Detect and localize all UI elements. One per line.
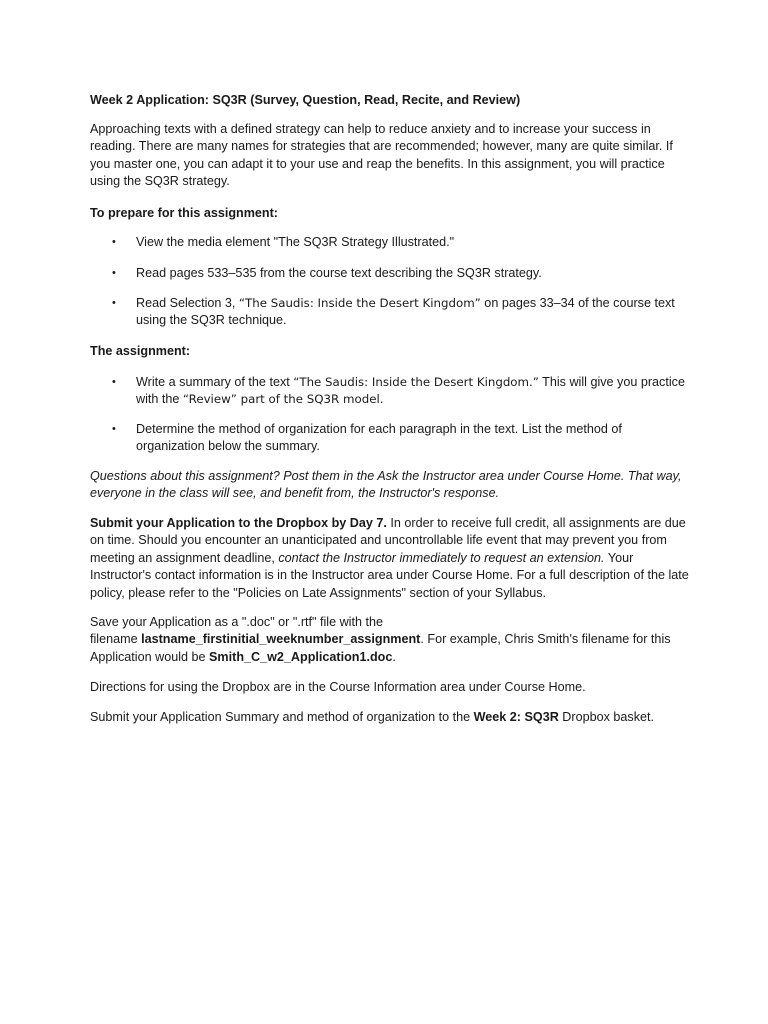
bullet-icon: • [112,423,116,435]
bullet-icon: • [112,267,116,279]
dropbox-directions: Directions for using the Dropbox are in the Course Information area under Course Home. [90,680,586,694]
list-item-text: Read pages 533–535 from the course text describing the SQ3R strategy. [136,266,542,280]
filename-pattern: lastname_firstinitial_weeknumber_assignment [141,632,421,647]
submit-paragraph: Submit your Application to the Dropbox by Day 7. In order to receive full credit, all assignments are due on time. Should you encounter an unanticipated and uncontrollable life event that may prevent you from meeting an assignment deadline, contact the Instructor immediately to request an extension. Your Instructor's contact information is in the Instructor area under Course Home. For a full description of the late policy, please refer to the "Policies on Late Assignments" section of your Syllabus. [90,516,689,600]
submit-deadline: Submit your Application to the Dropbox by Day 7. [90,516,387,530]
prepare-heading: To prepare for this assignment: [90,206,279,220]
filename-example: Smith_C_w2_Application1.doc [209,649,393,664]
intro-paragraph: Approaching texts with a defined strategy can help to reduce anxiety and to increase your success in reading. There are many names for strategies that are recommended; however, many are quite similar. If you master one, you can adapt it to your use and reap the benefits. In this assignment, you will practice using the SQ3R strategy. [90,122,673,189]
questions-note: Questions about this assignment? Post them in the Ask the Instructor area under Course Home. That way, everyone in the class will see, and benefit from, the Instructor's response. [90,469,682,501]
list-item-text: Read Selection 3, “The Saudis: Inside the Desert Kingdom” on pages 33–34 of the course text using the SQ3R technique. [136,296,675,328]
list-item-text: Determine the method of organization for each paragraph in the text. List the method of organization below the summary. [136,422,622,454]
list-item-text: View the media element "The SQ3R Strategy Illustrated." [136,235,455,249]
document-title: Week 2 Application: SQ3R (Survey, Question, Read, Recite, and Review) [90,93,521,107]
bullet-icon: • [112,236,116,248]
bullet-icon: • [112,376,116,388]
final-instructions: Submit your Application Summary and method of organization to the Week 2: SQ3R Dropbox basket. [90,710,655,724]
list-item-text: Write a summary of the text “The Saudis: Inside the Desert Kingdom.” This will give you practice with the “Review” part of the SQ3R model. [136,375,685,407]
assignment-heading: The assignment: [90,344,191,358]
extension-note: contact the Instructor immediately to request an extension. [278,550,605,565]
bullet-icon: • [112,297,116,309]
save-instructions: Save your Application as a ".doc" or ".rtf" file with the filename lastname_firstinitial_weeknumber_assignment. For example, Chris Smith's filename for this Application would be Smith_C_w2_Application1.doc. [90,615,671,664]
dropbox-basket-name: Week 2: SQ3R [473,710,559,724]
